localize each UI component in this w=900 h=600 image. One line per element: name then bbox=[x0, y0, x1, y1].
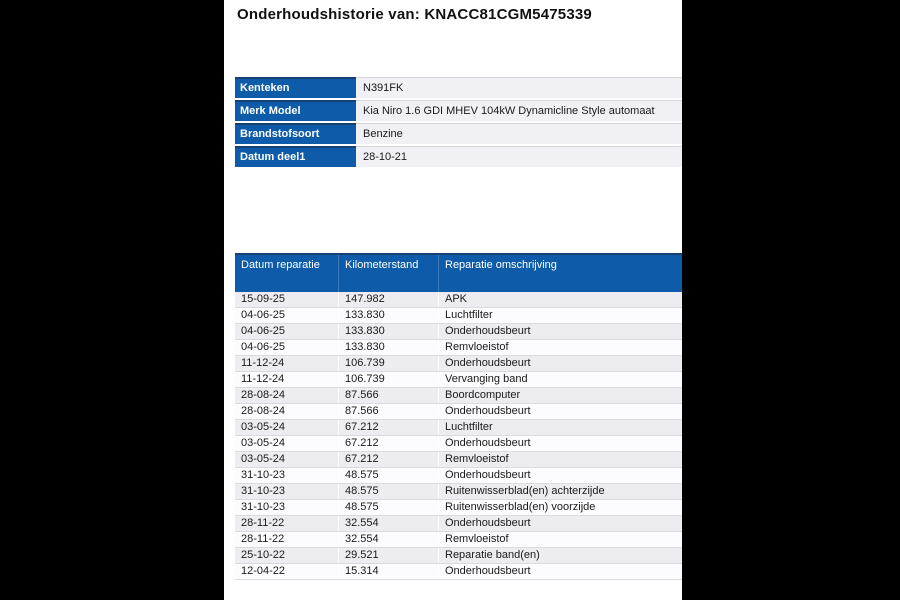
repair-description-cell: Luchtfilter bbox=[445, 309, 493, 321]
table-row bbox=[235, 356, 682, 372]
repair-date-cell: 15-09-25 bbox=[235, 292, 339, 307]
info-label: Merk Model bbox=[235, 100, 356, 121]
repair-description-cell: Onderhoudsbeurt bbox=[445, 437, 531, 449]
odometer-cell: 67.212 bbox=[339, 452, 439, 467]
repair-description-cell: Onderhoudsbeurt bbox=[445, 469, 531, 481]
table-row bbox=[235, 308, 682, 324]
repair-description-cell: Remvloeistof bbox=[445, 453, 509, 465]
repair-description-cell: Remvloeistof bbox=[445, 341, 509, 353]
repair-date-cell: 28-11-22 bbox=[235, 532, 339, 547]
table-row bbox=[235, 532, 682, 548]
table-row bbox=[235, 340, 682, 356]
repair-description-cell: Onderhoudsbeurt bbox=[445, 565, 531, 577]
repair-description-cell: Boordcomputer bbox=[445, 389, 521, 401]
odometer-cell: 32.554 bbox=[339, 516, 439, 531]
table-row bbox=[235, 324, 682, 340]
repair-description-cell: Luchtfilter bbox=[445, 421, 493, 433]
repair-date-cell: 04-06-25 bbox=[235, 324, 339, 339]
repair-description-cell: Remvloeistof bbox=[445, 533, 509, 545]
repair-description-cell: Onderhoudsbeurt bbox=[445, 405, 531, 417]
repair-date-cell: 12-04-22 bbox=[235, 564, 339, 579]
odometer-cell: 106.739 bbox=[339, 372, 439, 387]
document-page bbox=[224, 0, 682, 600]
maintenance-table-body bbox=[235, 292, 682, 580]
odometer-cell: 133.830 bbox=[339, 340, 439, 355]
repair-date-cell: 25-10-22 bbox=[235, 548, 339, 563]
table-row bbox=[235, 548, 682, 564]
odometer-cell: 87.566 bbox=[339, 388, 439, 403]
odometer-cell: 87.566 bbox=[339, 404, 439, 419]
odometer-cell: 48.575 bbox=[339, 500, 439, 515]
info-value: Benzine bbox=[356, 123, 682, 144]
odometer-cell: 67.212 bbox=[339, 436, 439, 451]
info-label: Datum deel1 bbox=[235, 146, 356, 167]
info-label: Brandstofsoort bbox=[235, 123, 356, 144]
info-row bbox=[235, 77, 682, 98]
repair-date-cell: 11-12-24 bbox=[235, 356, 339, 371]
info-row bbox=[235, 100, 682, 121]
odometer-cell: 48.575 bbox=[339, 468, 439, 483]
page-title: Onderhoudshistorie van: KNACC81CGM5475339 bbox=[237, 6, 592, 23]
odometer-cell: 29.521 bbox=[339, 548, 439, 563]
repair-date-cell: 28-08-24 bbox=[235, 388, 339, 403]
repair-date-cell: 31-10-23 bbox=[235, 484, 339, 499]
table-row bbox=[235, 404, 682, 420]
table-row bbox=[235, 420, 682, 436]
repair-description-cell: Onderhoudsbeurt bbox=[445, 517, 531, 529]
repair-date-cell: 03-05-24 bbox=[235, 420, 339, 435]
table-row bbox=[235, 484, 682, 500]
repair-date-cell: 28-08-24 bbox=[235, 404, 339, 419]
repair-description-cell: Ruitenwisserblad(en) achterzijde bbox=[445, 485, 605, 497]
column-header: Kilometerstand bbox=[339, 255, 439, 292]
repair-date-cell: 31-10-23 bbox=[235, 500, 339, 515]
maintenance-table-header bbox=[235, 253, 682, 292]
odometer-cell: 15.314 bbox=[339, 564, 439, 579]
odometer-cell: 32.554 bbox=[339, 532, 439, 547]
odometer-cell: 133.830 bbox=[339, 324, 439, 339]
repair-description-cell: Reparatie band(en) bbox=[445, 549, 540, 561]
info-row bbox=[235, 146, 682, 167]
odometer-cell: 106.739 bbox=[339, 356, 439, 371]
odometer-cell: 147.982 bbox=[339, 292, 439, 307]
table-row bbox=[235, 564, 682, 580]
odometer-cell: 67.212 bbox=[339, 420, 439, 435]
odometer-cell: 133.830 bbox=[339, 308, 439, 323]
repair-date-cell: 11-12-24 bbox=[235, 372, 339, 387]
info-row bbox=[235, 123, 682, 144]
info-value: Kia Niro 1.6 GDI MHEV 104kW Dynamicline Style automaat bbox=[356, 100, 682, 121]
odometer-cell: 48.575 bbox=[339, 484, 439, 499]
repair-description-cell: Ruitenwisserblad(en) voorzijde bbox=[445, 501, 596, 513]
table-row bbox=[235, 372, 682, 388]
column-header: Reparatie omschrijving bbox=[445, 259, 557, 271]
table-row bbox=[235, 436, 682, 452]
maintenance-history-table bbox=[235, 253, 682, 580]
info-value: 28-10-21 bbox=[356, 146, 682, 167]
table-row bbox=[235, 292, 682, 308]
repair-description-cell: APK bbox=[445, 293, 468, 305]
repair-description-cell: Vervanging band bbox=[445, 373, 528, 385]
column-header: Datum reparatie bbox=[235, 255, 339, 292]
repair-date-cell: 03-05-24 bbox=[235, 452, 339, 467]
table-row bbox=[235, 516, 682, 532]
table-row bbox=[235, 468, 682, 484]
repair-date-cell: 04-06-25 bbox=[235, 340, 339, 355]
repair-description-cell: Onderhoudsbeurt bbox=[445, 325, 531, 337]
info-value: N391FK bbox=[356, 77, 682, 98]
repair-description-cell: Onderhoudsbeurt bbox=[445, 357, 531, 369]
table-row bbox=[235, 500, 682, 516]
info-label: Kenteken bbox=[235, 77, 356, 98]
repair-date-cell: 04-06-25 bbox=[235, 308, 339, 323]
repair-date-cell: 31-10-23 bbox=[235, 468, 339, 483]
vehicle-info-table bbox=[235, 77, 682, 169]
table-row bbox=[235, 388, 682, 404]
repair-date-cell: 03-05-24 bbox=[235, 436, 339, 451]
repair-date-cell: 28-11-22 bbox=[235, 516, 339, 531]
table-row bbox=[235, 452, 682, 468]
